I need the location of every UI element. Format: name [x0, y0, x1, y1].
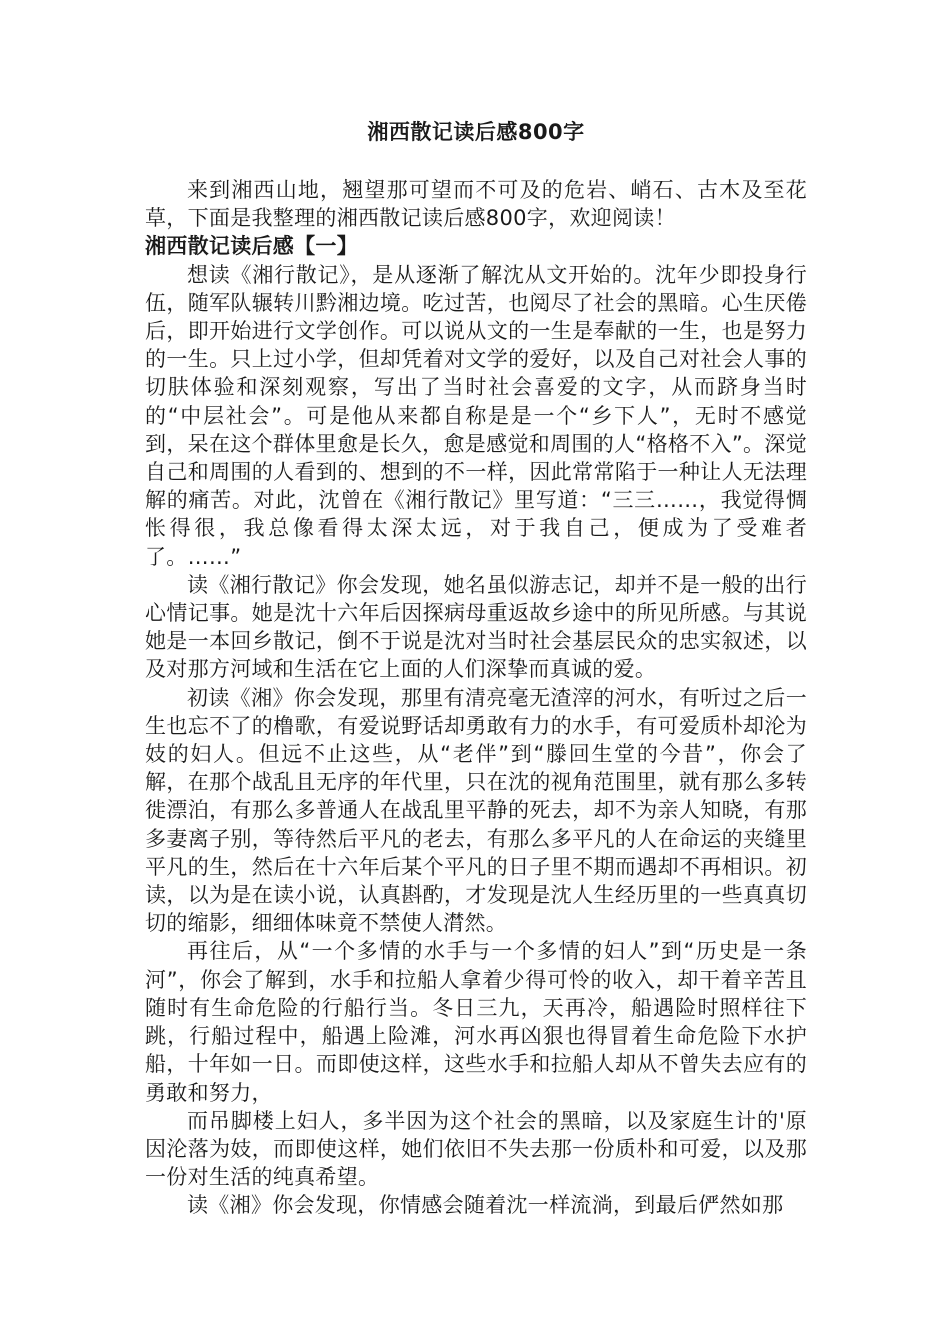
section-heading: 湘西散记读后感【一】: [145, 234, 358, 259]
body-paragraph-6: 读《湘》你会发现，你情感会随着沈一样流淌，到最后俨然如那: [187, 1193, 784, 1218]
intro-paragraph: 来到湘西山地，翘望那可望而不可及的危岩、峭石、古木及至花草，下面是我整理的湘西散记读后感800字，欢迎阅读！: [145, 178, 807, 231]
body-paragraph-4: 再往后，从“一个多情的水手与一个多情的妇人”到“历史是一条河”，你会了解到，水手和拉船人拿着少得可怜的收入，却干着辛苦且随时有生命危险的行船行当。冬日三九，天再冷，船遇险时照样往下跳，行船过程中，船遇上险滩，河水再凶狠也得冒着生命危险下水护船，十年如一日。而即使这样，这些水手和拉船人却从不曾失去应有的勇敢和努力，: [145, 939, 807, 1105]
body-paragraph-5: 而吊脚楼上妇人，多半因为这个社会的黑暗，以及家庭生计的'原因沦落为妓，而即使这样，她们依旧不失去那一份质朴和可爱，以及那一份对生活的纯真希望。: [145, 1108, 807, 1190]
body-paragraph-1: 想读《湘行散记》，是从逐渐了解沈从文开始的。沈年少即投身行伍，随军队辗转川黔湘边境。吃过苦，也阅尽了社会的黑暗。心生厌倦后，即开始进行文学创作。可以说从文的一生是奉献的一生，也是努力的一生。只上过小学，但却凭着对文学的爱好，以及自己对社会人事的切肤体验和深刻观察，写出了当时社会喜爱的文字，从而跻身当时的“中层社会”。可是他从来都自称是是一个“乡下人”，无时不感觉到，呆在这个群体里愈是长久，愈是感觉和周围的人“格格不入”。深觉自己和周围的人看到的、想到的不一样，因此常常陷于一种让人无法理解的痛苦。对此，沈曾在《湘行散记》里写道：“三三……，我觉得惆怅得很，我总像看得太深太远，对于我自己，便成为了受难者了。……”: [145, 262, 807, 569]
document-title: 湘西散记读后感800字: [367, 120, 585, 144]
body-paragraph-2: 读《湘行散记》你会发现，她名虽似游志记，却并不是一般的出行心情记事。她是沈十六年后因探病母重返故乡途中的所见所感。与其说她是一本回乡散记，倒不于说是沈对当时社会基层民众的忠实叙述，以及对那方河域和生活在它上面的人们深挚而真诚的爱。: [145, 572, 807, 682]
document-page: [145, 118, 807, 1220]
body-paragraph-3: 初读《湘》你会发现，那里有清亮毫无渣滓的河水，有听过之后一生也忘不了的橹歌，有爱说野话却勇敢有力的水手，有可爱质朴却沦为妓的妇人。但远不止这些，从“老伴”到“滕回生堂的今昔”，你会了解，在那个战乱且无序的年代里，只在沈的视角范围里，就有那么多转徙漂泊，有那么多普通人在战乱里平静的死去，却不为亲人知晓，有那多妻离子别，等待然后平凡的老去，有那么多平凡的人在命运的夹缝里平凡的生，然后在十六年后某个平凡的日子里不期而遇却不再相识。初读，以为是在读小说，认真斟酌，才发现是沈人生经历里的一些真真切切的缩影，细细体味竟不禁使人潸然。: [145, 685, 807, 936]
